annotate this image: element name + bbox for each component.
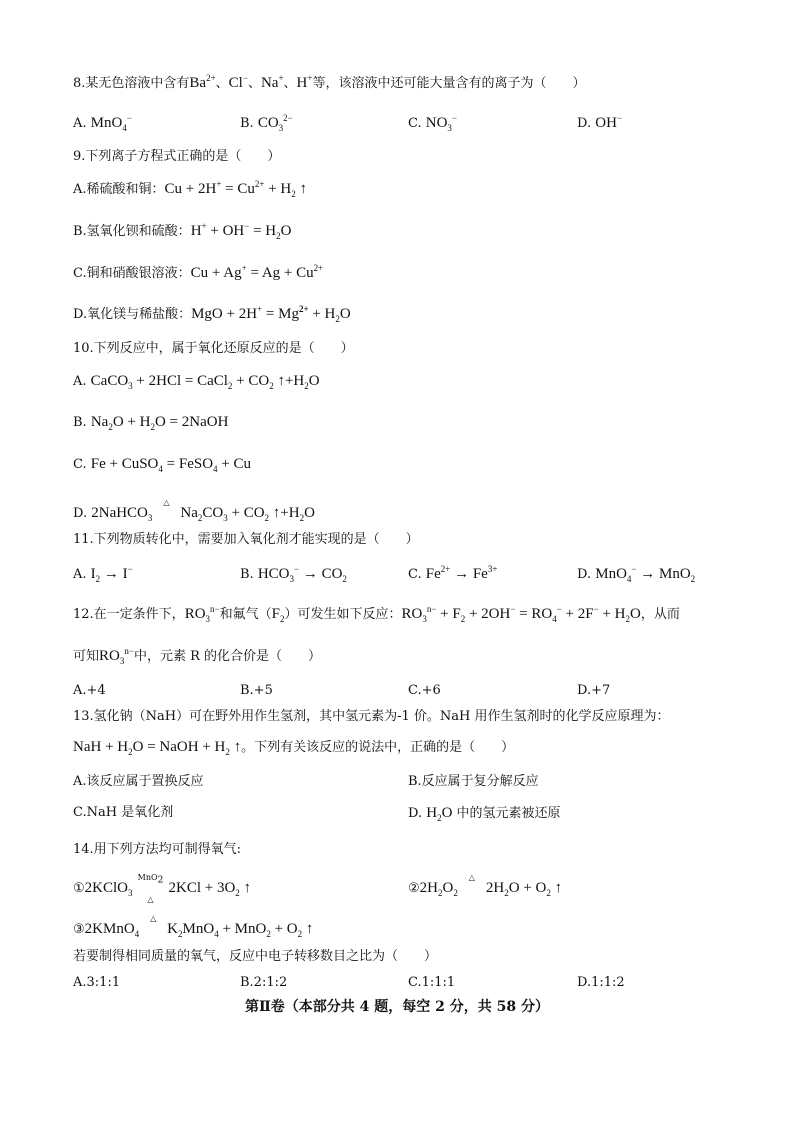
question-9-stem: 9.下列离子方程式正确的是（ ）	[73, 149, 281, 164]
question-12-option-b: B.+5	[240, 683, 273, 698]
question-11-stem: 11.下列物质转化中，需要加入氧化剂才能实现的是（ ）	[73, 532, 419, 547]
question-11-option-b: B. $HCO_3^- \to CO_2$	[240, 564, 347, 584]
question-9-option-b: B.氢氧化钡和硫酸：$H^+ + OH^- = H_2O$	[73, 221, 292, 241]
question-11-option-d: D. MnO$_4$− → MnO$_2$	[577, 564, 696, 584]
question-13-option-a: A.该反应属于置换反应	[73, 774, 204, 789]
question-14-option-c: C.1:1:1	[408, 975, 456, 990]
question-12-stem-line2: 可知$RO_3^{n-}$中，元素 R 的化合价是（ ）	[73, 646, 321, 666]
question-12-option-a: A.+4	[73, 683, 106, 698]
question-12-option-c: C.+6	[408, 683, 441, 698]
question-8-option-c: C. $NO_3^-$	[408, 113, 457, 133]
question-10-option-c: C. Fe + CuSO$_4$ = FeSO$_4$ + Cu	[73, 456, 251, 474]
question-10-option-b: B. $Na_2O + H_2O$ = 2NaOH	[73, 414, 229, 432]
question-14-option-d: D.1:1:2	[577, 975, 625, 990]
question-8-option-d: D. OH−	[577, 113, 622, 131]
question-8-stem: 8.某无色溶液中含有$Ba^{2+}$、Cl−、Na+、H+等，该溶液中还可能大量含有的离子为（ ）	[73, 73, 586, 91]
question-14-option-b: B.2:1:2	[240, 975, 288, 990]
question-13-stem-line1: 13.氢化钠（NaH）可在野外用作生氢剂，其中氢元素为-1 价。NaH 用作生氢剂时的化学反应原理为：	[73, 709, 670, 724]
question-13-option-b: B.反应属于复分解反应	[408, 774, 539, 789]
question-10-option-a: A. CaCO$_3$ + 2HCl = CaCl$_2$ + $CO_2$ $↑+H_2O$	[73, 373, 320, 391]
question-14-method-1: ①2KClO$_3$ MnO$_2$ △ $2KCl + 3O_2$ ↑	[73, 873, 252, 904]
question-14-stem: 14.用下列方法均可制得氧气:	[73, 842, 242, 857]
question-13-option-c: C.NaH 是氧化剂	[73, 805, 174, 820]
question-13-stem-line2: NaH + $H_2O$ = NaOH + $H_2$ ↑。下列有关该反应的说法中，正确的是（ ）	[73, 739, 515, 757]
question-12-stem-line1: 12.在一定条件下，$RO_3^{n-}$和氟气$(F_2)$可发生如下反应：$RO_3^{n-} + F_2 + 2OH^- = RO_4^- + 2F^- + H_2O$，从而	[73, 604, 680, 624]
question-9-option-d: D.氧化镁与稀盐酸：MgO + $2H^+ = Mg^{2+} + H_2O$	[73, 304, 351, 324]
question-11-option-c: C. $Fe^{2+} \to Fe^{3+}$	[408, 564, 498, 582]
question-8-option-a: A. MnO$_4$−	[73, 113, 132, 133]
question-14-method-2: $②2H_2O_2$ △ $2H_2O + O_2$ ↑	[408, 873, 562, 904]
question-14-option-a: A.3:1:1	[73, 975, 121, 990]
question-8-option-b: B. $CO_3^{2-}$	[240, 113, 293, 133]
question-9-option-c: C.铜和硝酸银溶液：$Cu + Ag^+ = Ag + Cu^{2+}$	[73, 263, 324, 281]
heat-condition-arrow: △	[163, 498, 170, 507]
question-10-stem: 10.下列反应中，属于氧化还原反应的是（ ）	[73, 341, 354, 356]
question-13-option-d: D. $H_2O$ 中的氢元素被还原	[408, 805, 561, 823]
catalyst-heat-arrow: MnO$_2$ △	[137, 873, 164, 904]
question-9-option-a: A.稀硫酸和铜：$Cu + 2H^+ = Cu^{2+} + H_2$ ↑	[73, 179, 307, 199]
heat-condition-arrow: △	[150, 914, 157, 923]
question-14-question: 若要制得相同质量的氧气，反应中电子转移数目之比为（ ）	[73, 949, 438, 964]
question-14-method-3: ③2KMnO$_4$ △ $K_2MnO_4 + MnO_2 + O_2$ ↑	[73, 914, 313, 945]
heat-condition-arrow: △	[468, 873, 475, 882]
question-11-option-a: A. $I_2 \to I^-$	[73, 564, 133, 584]
question-10-option-d: D. 2NaHCO$_3$ △ $Na_2CO_3 + CO_2$ $↑+H_2O$	[73, 498, 315, 529]
question-12-option-d: D.+7	[577, 683, 611, 698]
section-ii-title: 第Ⅱ卷（本部分共 4 题，每空 2 分，共 58 分）	[244, 999, 549, 1015]
